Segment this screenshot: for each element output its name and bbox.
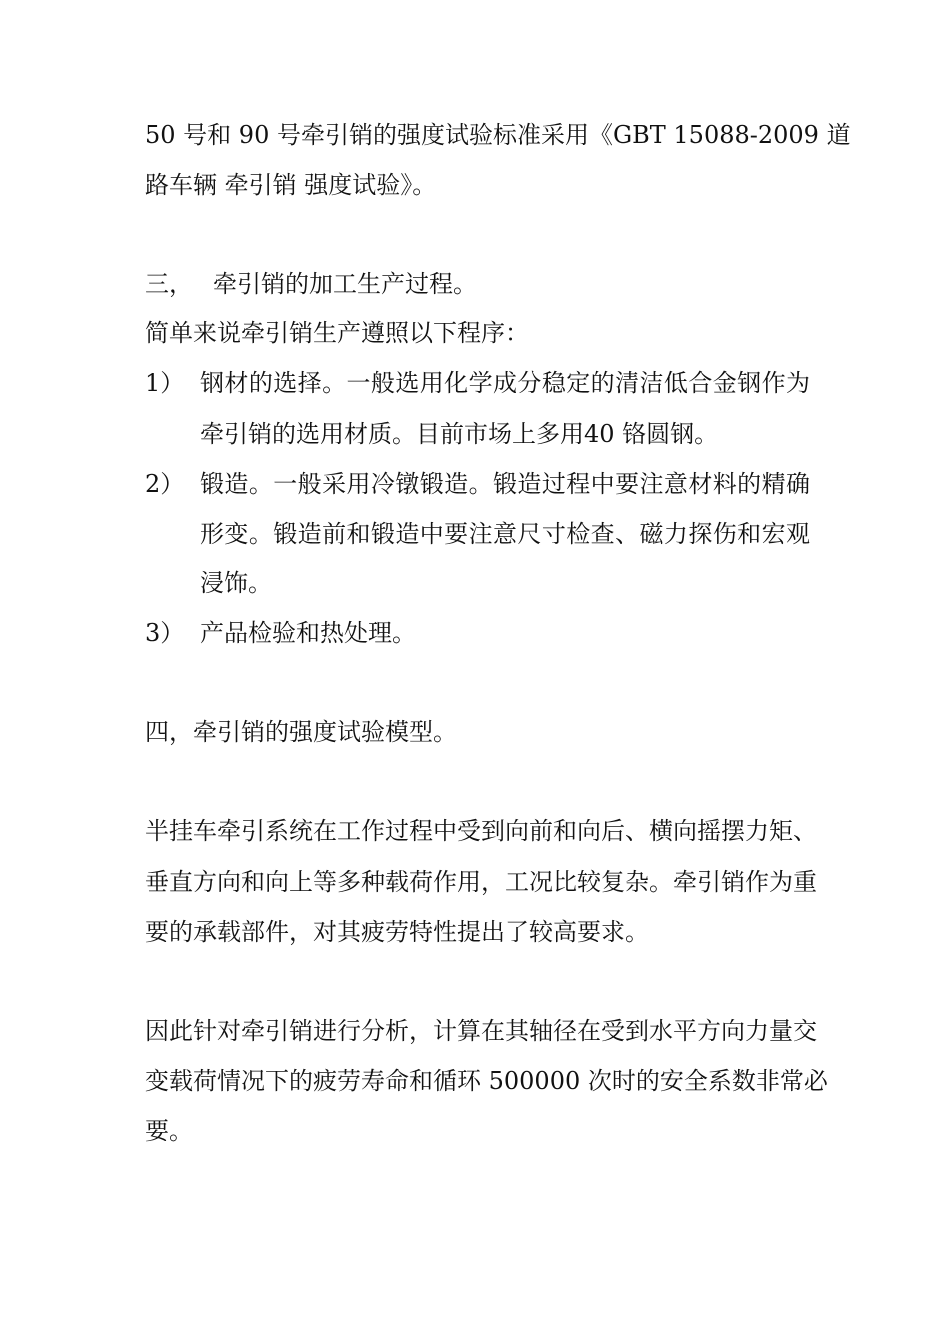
section-4-p2-line-2: 变载荷情况下的疲劳寿命和循环 500000 次时的安全系数非常必 [145,1067,828,1095]
step-3-line-1: 产品检验和热处理。 [200,619,416,647]
section-4-p2-line-1: 因此针对牵引销进行分析，计算在其轴径在受到水平方向力量交 [145,1017,817,1045]
step-2-number: 2） [145,470,185,498]
step-1-number: 1） [145,369,185,397]
section-4-p1-line-2: 垂直方向和向上等多种载荷作用，工况比较复杂。牵引销作为重 [145,868,817,896]
section-4-p2-line-3: 要。 [145,1117,193,1145]
step-2-line-2: 形变。锻造前和锻造中要注意尺寸检查、磁力探伤和宏观 [200,520,810,548]
step-1-line-2: 牵引销的选用材质。目前市场上多用40 铬圆钢。 [200,420,719,448]
section-3-title: 牵引销的加工生产过程。 [213,270,477,298]
section-3-number: 三， [145,270,193,298]
section-3-lead: 简单来说牵引销生产遵照以下程序： [145,319,529,347]
intro-line-2: 路车辆 牵引销 强度试验》。 [145,171,437,199]
step-3-number: 3） [145,619,185,647]
section-4-p1-line-3: 要的承载部件，对其疲劳特性提出了较高要求。 [145,918,649,946]
step-1-line-1: 钢材的选择。一般选用化学成分稳定的清洁低合金钢作为 [200,369,810,397]
step-2-line-1: 锻造。一般采用冷镦锻造。锻造过程中要注意材料的精确 [200,470,810,498]
step-2-line-3: 浸饰。 [200,569,272,597]
section-4-p1-line-1: 半挂车牵引系统在工作过程中受到向前和向后、横向摇摆力矩、 [145,817,817,845]
section-4-heading: 四，牵引销的强度试验模型。 [145,718,457,746]
intro-line-1: 50 号和 90 号牵引销的强度试验标准采用《GBT 15088-2009 道 [145,121,851,149]
